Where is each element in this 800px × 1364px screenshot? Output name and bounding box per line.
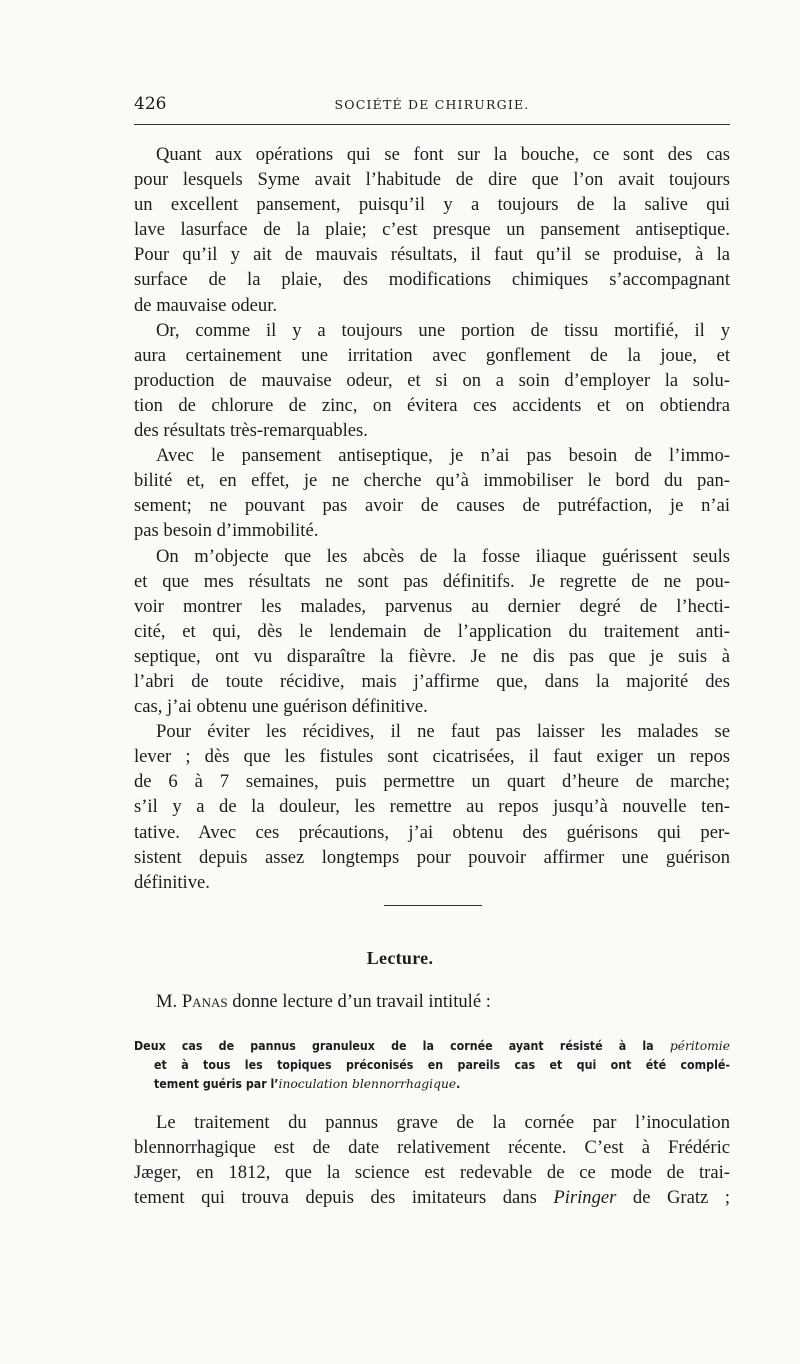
title-part: tement guéris par l’ <box>154 1077 279 1091</box>
text-line: surface de la plaie, des modifications chimiques s’accompagnant <box>134 269 730 291</box>
text-line: cité, et qui, dès le lendemain de l’application du traitement anti- <box>134 620 730 642</box>
paragraph-4 <box>134 544 730 720</box>
running-title: SOCIÉTÉ DE CHIRURGIE. <box>334 97 530 112</box>
text-line: Jæger, en 1812, que la science est redevable de ce mode de trai- <box>134 1162 730 1184</box>
title-line: et à tous les topiques préconisés en pareils cas et qui ont été complé- <box>154 1058 730 1072</box>
title-part: Deux cas de pannus granuleux de la cornée ayant résisté à la <box>134 1039 670 1053</box>
text-line <box>134 1185 730 1210</box>
reading-intro <box>134 989 730 1014</box>
text-line: et que mes résultats ne sont pas définitifs. Je regrette de ne pou- <box>134 570 730 592</box>
text-line: tion de chlorure de zinc, on évitera ces accidents et on obtiendra <box>134 394 730 416</box>
text-line: sement; ne pouvant pas avoir de causes de putréfaction, je n’ai <box>134 495 730 517</box>
author-name: Panas <box>181 991 228 1012</box>
text-part: de Gratz ; <box>616 1187 731 1209</box>
text-line: blennorrhagique est de date relativement récente. C’est à Frédéric <box>134 1137 730 1159</box>
paper-title <box>134 1037 730 1094</box>
text-line: pour lesquels Syme avait l’habitude de dire que l’on avait toujours <box>134 169 730 191</box>
text-line: cas, j’ai obtenu une guérison définitive. <box>134 696 428 718</box>
text-line: lever ; dès que les fistules sont cicatrisées, il faut exiger un repos <box>134 746 730 768</box>
section-separator <box>384 905 482 906</box>
title-line <box>134 1075 730 1094</box>
paper-text <box>134 1110 730 1210</box>
text-line: lave lasurface de la plaie; c’est presque un pansement antiseptique. <box>134 219 730 241</box>
text-line: tative. Avec ces précautions, j’ai obtenu des guérisons qui per- <box>134 821 730 843</box>
paper-paragraph <box>134 1110 730 1210</box>
title-line <box>134 1037 730 1056</box>
main-text <box>134 142 730 895</box>
text-line: des résultats très-remarquables. <box>134 420 368 442</box>
text-line: pas besoin d’immobilité. <box>134 520 319 542</box>
header-rule <box>134 124 730 125</box>
text-line: l’abri de toute récidive, mais j’affirme que, dans la majorité des <box>134 670 730 692</box>
text-line: Pour qu’il y ait de mauvais résultats, il faut qu’il se produise, à la <box>134 244 730 266</box>
text-line: bilité et, en effet, je ne cherche qu’à immobiliser le bord du pan- <box>134 470 730 492</box>
italic-name: Piringer <box>553 1187 617 1209</box>
section-heading: Lecture. <box>366 948 434 968</box>
text-line: Avec le pansement antiseptique, je n’ai pas besoin de l’immo- <box>156 445 730 467</box>
title-end: . <box>456 1077 461 1091</box>
text-line: On m’objecte que les abcès de la fosse iliaque guérissent seuls <box>156 545 730 567</box>
paragraph-5 <box>134 719 730 895</box>
text-line: s’il y a de la douleur, les remettre au repos jusqu’à nouvelle ten- <box>134 796 730 818</box>
text-line: sistent depuis assez longtemps pour pouvoir affirmer une guérison <box>134 846 730 868</box>
text-line: définitive. <box>134 871 210 893</box>
text-part: tement qui trouva depuis des imitateurs dans <box>134 1187 554 1209</box>
text-line: un excellent pansement, puisqu’il y a toujours de la salive qui <box>134 194 730 216</box>
intro-rest: donne lecture d’un travail intitulé : <box>227 991 491 1012</box>
text-line: Or, comme il y a toujours une portion de tissu mortifié, il y <box>156 319 730 341</box>
text-line: de 6 à 7 semaines, puis permettre un quart d’heure de marche; <box>134 771 730 793</box>
title-italic: péritomie <box>669 1039 730 1053</box>
text-line: production de mauvaise odeur, et si on a soin d’employer la solu- <box>134 369 730 391</box>
intro-prefix: M. <box>156 991 182 1012</box>
text-line: septique, ont vu disparaître la fièvre. Je ne dis pas que je suis à <box>134 645 730 667</box>
text-line: de mauvaise odeur. <box>134 294 278 316</box>
title-italic: inoculation blennorrhagique <box>278 1077 457 1091</box>
paragraph-2 <box>134 318 730 443</box>
text-line: Quant aux opérations qui se font sur la bouche, ce sont des cas <box>156 144 730 165</box>
paragraph-1 <box>134 142 730 318</box>
page-header <box>134 94 730 118</box>
text-line: Le traitement du pannus grave de la cornée par l’inoculation <box>156 1112 730 1133</box>
page-number: 426 <box>134 94 167 114</box>
paragraph-3 <box>134 443 730 543</box>
text-line: Pour éviter les récidives, il ne faut pas laisser les malades se <box>156 721 730 743</box>
text-line: voir montrer les malades, parvenus au dernier degré de l’hecti- <box>134 595 730 617</box>
text-line: aura certainement une irritation avec gonflement de la joue, et <box>134 344 730 366</box>
